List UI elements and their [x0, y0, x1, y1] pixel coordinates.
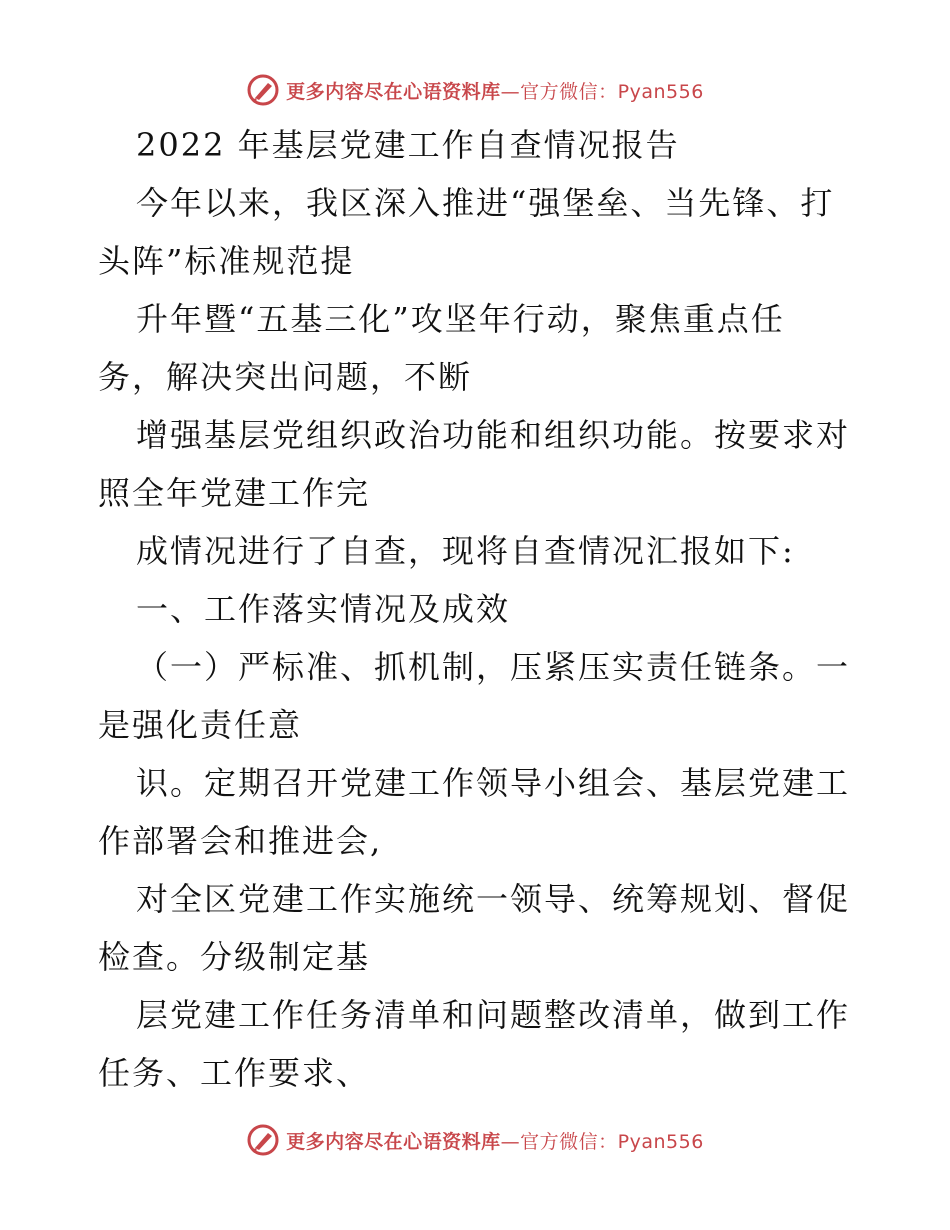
text-line: 照全年党建工作完: [98, 474, 371, 512]
text-line: 头阵”标准规范提: [98, 242, 355, 280]
subsection-heading: （一）严标准、抓机制，压紧压实责任链条。一: [136, 648, 851, 686]
text-line: 检查。分级制定基: [98, 938, 371, 976]
watermark-brand: 更多内容尽在心语资料库: [286, 1130, 501, 1153]
watermark-text: [286, 1127, 704, 1154]
text-line: 识。定期召开党建工作领导小组会、基层党建工: [136, 764, 851, 802]
text-line: 作部署会和推进会,: [98, 822, 383, 860]
text-line: 是强化责任意: [98, 706, 303, 744]
watermark-suffix: —官方微信：Pyan556: [500, 1130, 704, 1153]
watermark-brand: 更多内容尽在心语资料库: [286, 80, 501, 103]
text-line: 成情况进行了自查，现将自查情况汇报如下:: [136, 532, 795, 570]
watermark-text: [286, 77, 704, 104]
text-line: 务，解决突出问题，不断: [98, 358, 473, 396]
text-line: 对全区党建工作实施统一领导、统筹规划、督促: [136, 880, 851, 918]
document-body: [98, 116, 858, 1102]
pen-logo-icon: [246, 73, 280, 107]
text-line: 增强基层党组织政治功能和组织功能。按要求对: [136, 416, 851, 454]
section-heading: 一、工作落实情况及成效: [136, 590, 511, 628]
text-line: 任务、工作要求、: [98, 1054, 371, 1092]
watermark-footer: [0, 1120, 950, 1160]
watermark-suffix: —官方微信：Pyan556: [500, 80, 704, 103]
text-line: 今年以来，我区深入推进“强堡垒、当先锋、打: [136, 184, 835, 222]
text-line: 层党建工作任务清单和问题整改清单，做到工作: [136, 996, 851, 1034]
watermark-header: [0, 70, 950, 110]
document-title: 2022 年基层党建工作自查情况报告: [136, 126, 680, 164]
pen-logo-icon: [246, 1123, 280, 1157]
text-line: 升年暨“五基三化”攻坚年行动，聚焦重点任: [136, 300, 785, 338]
